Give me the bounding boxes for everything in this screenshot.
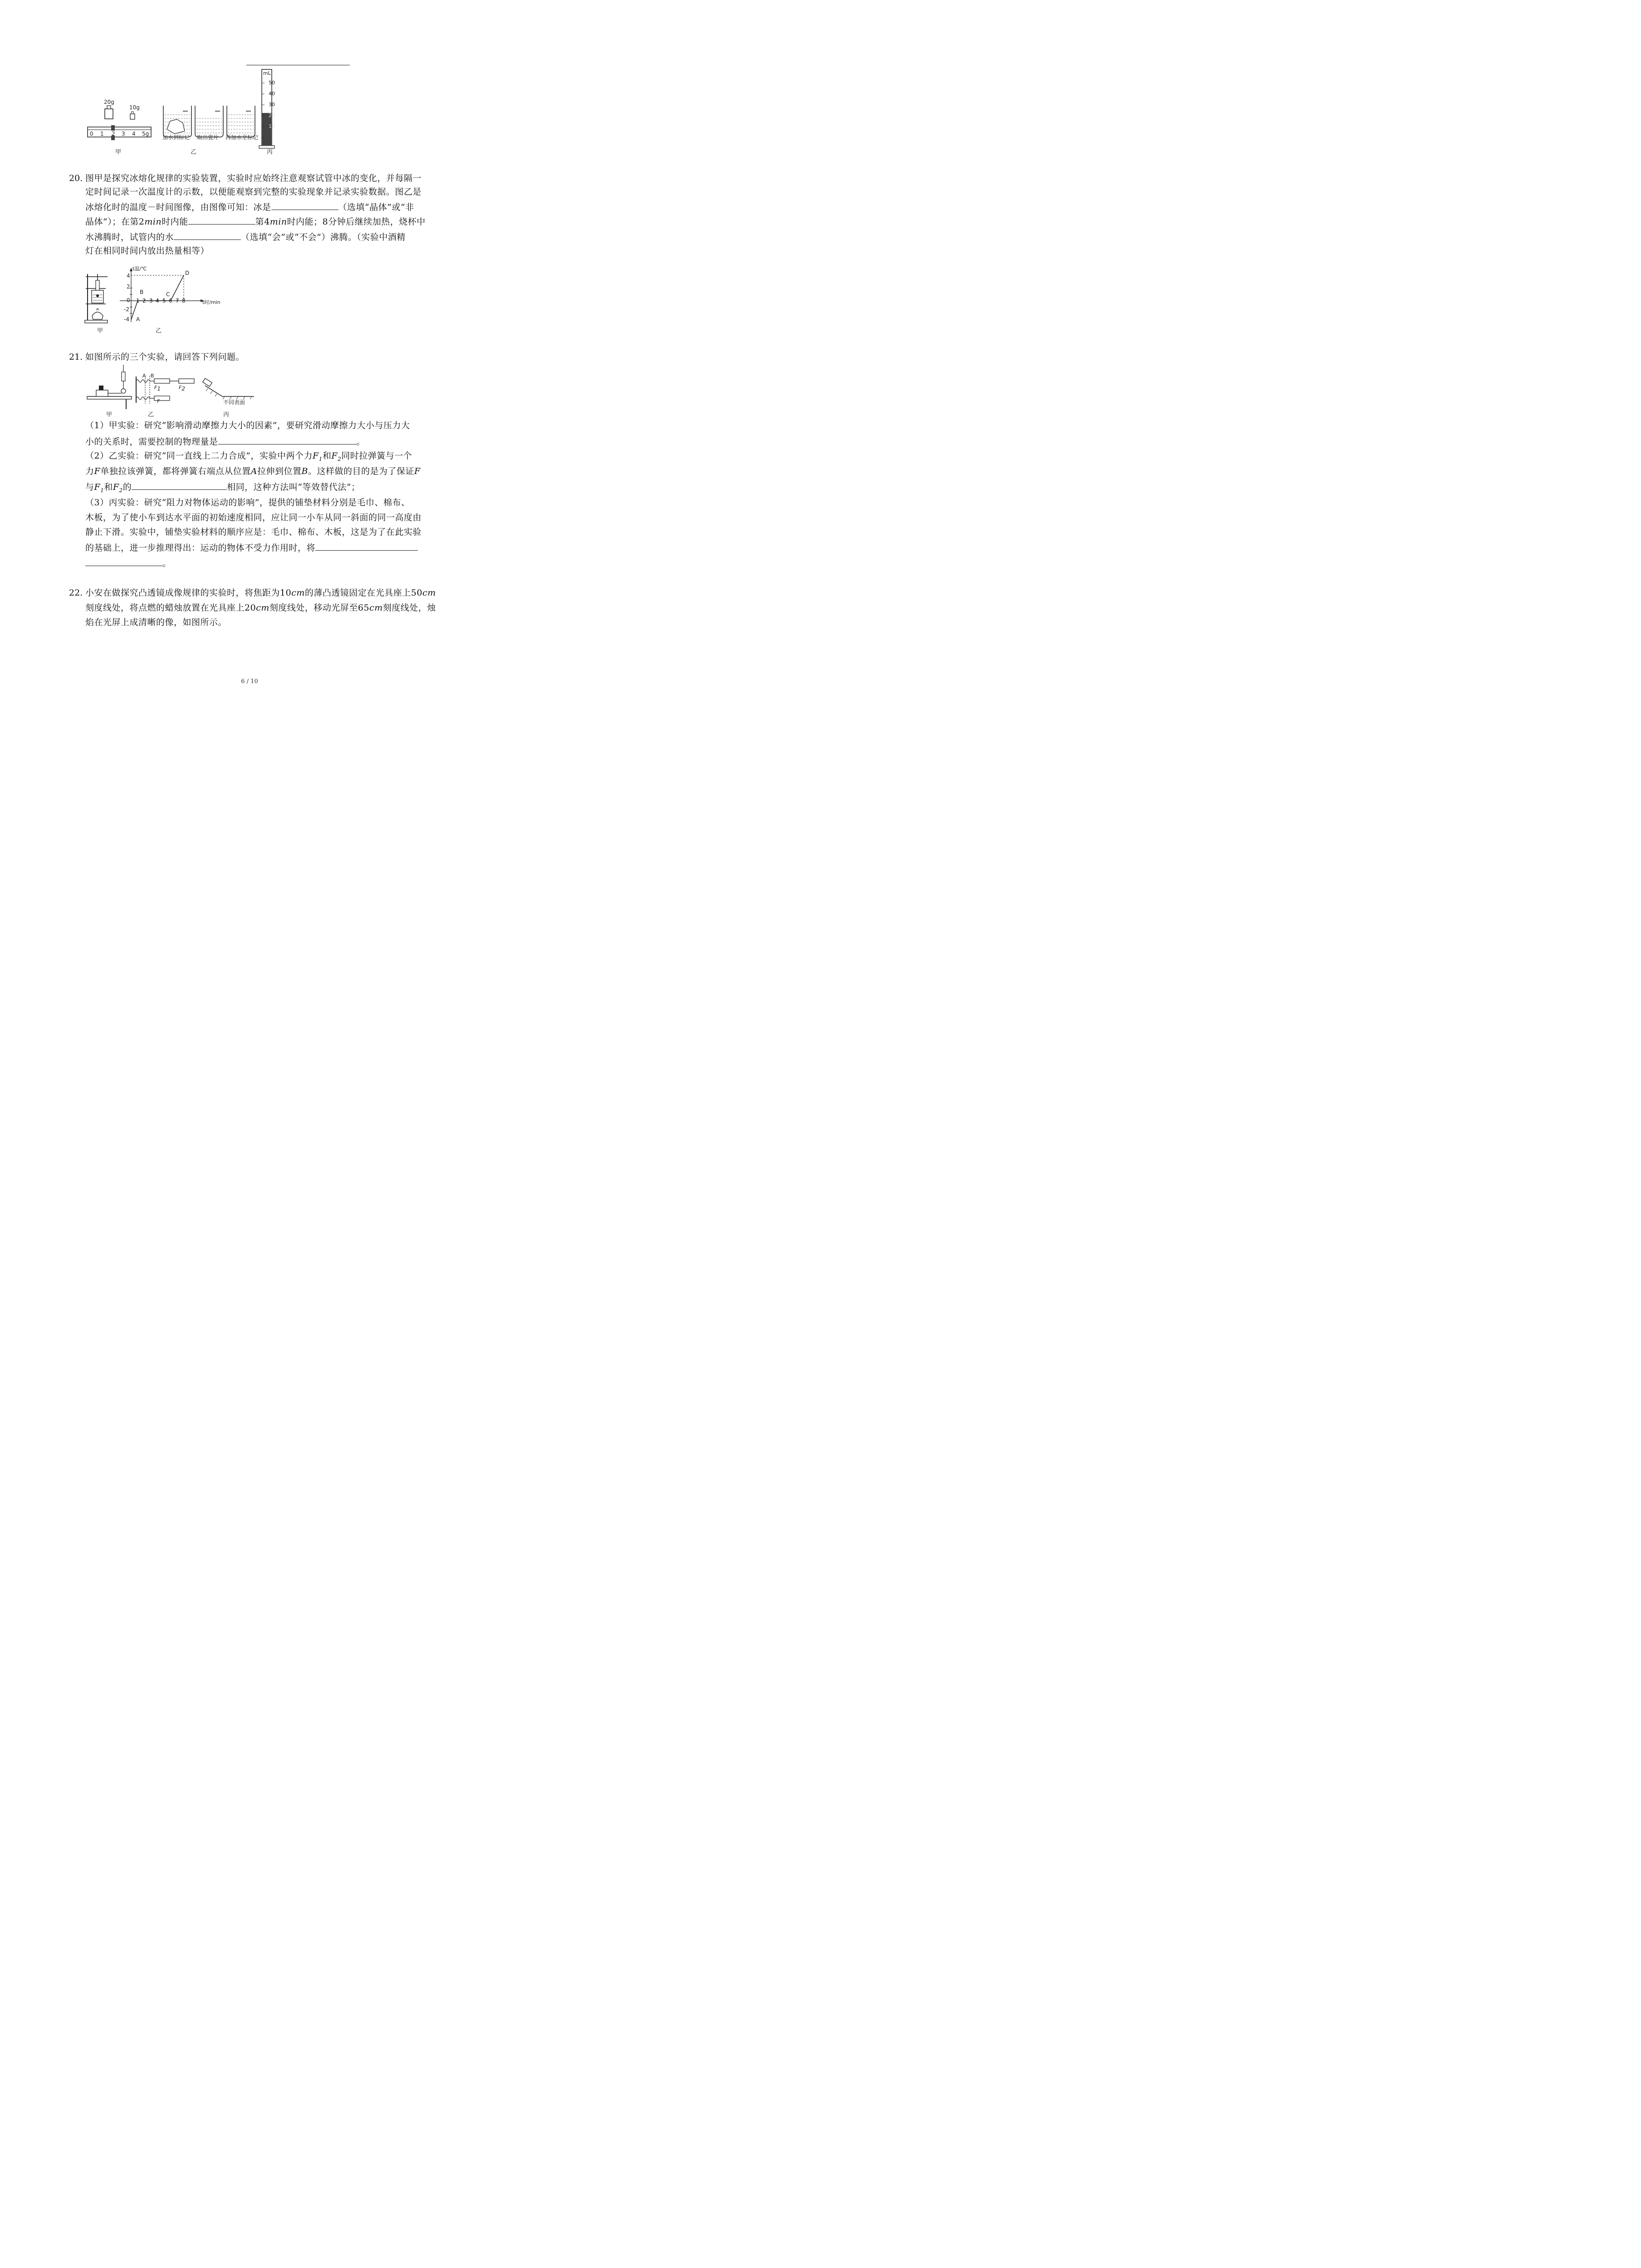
q20-label-yi: 乙 <box>156 327 162 334</box>
q21-blank-motion-b[interactable] <box>85 556 162 566</box>
q20-line4-text-e: 第 <box>255 217 265 227</box>
q20-line3-text-b: （选填“晶体”或“非 <box>338 202 414 212</box>
q20-line4-unit: min <box>144 217 162 227</box>
q22-screen-position: 65 <box>358 603 370 613</box>
q20-line4-num: 2 <box>138 217 145 227</box>
scale-tick-2: 2 <box>112 131 115 137</box>
q21-p2-text-d: 。这样做的目的是为了保证 <box>308 466 414 476</box>
q21-label-yi: 乙 <box>148 411 154 418</box>
q21-p1-line1: （1）甲实验：研究“影响滑动摩擦力大小的因素”，要研究滑动摩擦力大小与压力大 <box>85 420 410 430</box>
q20-line5 <box>85 230 406 244</box>
cylinder-tick-30: 30 <box>269 102 275 108</box>
q22-screen-unit: cm <box>369 603 383 613</box>
weight-10g-label: 10g <box>129 104 140 111</box>
graph-xtick-2: 2 <box>142 298 146 304</box>
q20-line1: 图甲是探究冰熔化规律的实验装置，实验时应始终注意观察试管中冰的变化，并每隔一 <box>85 173 422 183</box>
q22-line2 <box>85 601 436 615</box>
weight-20g-label: 20g <box>104 99 114 105</box>
fig19-label-jia: 甲 <box>115 149 122 156</box>
graph-point-a: A <box>136 316 140 323</box>
q21-p2-text-to: 拉伸到位置 <box>257 466 302 476</box>
q20-line4-text-a: 晶体”）；在第 <box>85 217 139 227</box>
cylinder-tick-10: 10 <box>269 123 275 129</box>
graph-point-b: B <box>140 289 144 295</box>
q21-p3-line1: （3）丙实验：研究“阻力对物体运动的影响”，提供的铺垫材料分别是毛巾、棉布、 <box>85 498 410 508</box>
scale-tick-1: 1 <box>100 131 104 137</box>
q20-line4 <box>85 214 426 229</box>
q20-line4-text-d: 时内能 <box>162 217 188 227</box>
q22-line1-text-d: 的薄凸透镜固定在光具座上 <box>304 588 411 598</box>
q22-focal-value: 10 <box>280 588 292 598</box>
q21-fig-f1: $F_1$ <box>154 385 161 392</box>
q21-fig-surface: 不同表面 <box>223 399 245 406</box>
q21-p2-line1 <box>85 449 412 466</box>
q20-temperature-time-graph <box>119 267 228 326</box>
q21-p3-line2: 木板，为了使小车到达水平面的初始速度相同，应让同一小车从同一斜面的同一高度由 <box>85 513 422 523</box>
q21-p2-f1: $F_1$ <box>313 451 323 462</box>
scale-tick-0: 0 <box>90 131 93 137</box>
q21-p2-text-yu: 与 <box>85 482 94 492</box>
graph-xtick-5: 5 <box>162 298 166 304</box>
q21-p2-text-he: 和 <box>322 451 332 461</box>
q22-candle-position: 20 <box>245 603 256 613</box>
q21-p3-text: 的基础上，进一步推理得出：运动的物体不受力作用时，将 <box>85 543 316 553</box>
cylinder-tick-20: 20 <box>269 112 275 118</box>
q21-p2-f: F <box>94 466 101 476</box>
q20-line5-text-b: （选填“会”或“不会”）沸腾。（实验中酒精 <box>241 232 406 242</box>
q21-label-jia: 甲 <box>106 411 113 418</box>
graph-xtick-3: 3 <box>149 298 153 304</box>
q20-label-jia: 甲 <box>97 327 103 334</box>
graph-ytick-neg2: -2 <box>124 306 129 313</box>
q21-p3-period: 。 <box>162 558 171 568</box>
q21-p2-text-a: （2）乙实验：研究“同一直线上二力合成”，实验中两个力 <box>85 451 313 461</box>
q22-lens-position: 50 <box>411 588 423 598</box>
q20-line2: 定时间记录一次温度计的示数，以便能观察到完整的实验现象并记录实验数据。图乙是 <box>85 187 422 197</box>
q20-line3-text-a: 冰熔化时的温度－时间图像，由图像可知：冰是 <box>85 202 271 212</box>
q21-line1: 如图所示的三个实验，请回答下列问题。 <box>85 352 245 362</box>
q21-p3-line3: 静止下滑。实验中，铺垫实验材料的顺序应是：毛巾、棉布、木板，这是为了在此实验 <box>85 527 422 537</box>
q20-line3 <box>85 200 414 214</box>
q22-number: 22. <box>69 588 83 598</box>
beaker-caption-add-water: 加水到标记 <box>162 134 190 141</box>
q22-line2-text-d: 刻度线处，移动光屏至 <box>269 603 358 613</box>
q21-p2-text-de: 的 <box>122 482 132 492</box>
q21-p2-f-end: F <box>414 466 421 476</box>
beaker-caption-remove-chip: 取出瓷片 <box>197 134 219 141</box>
graph-xtick-1: 1 <box>136 298 140 304</box>
q21-p3-line4 <box>85 540 418 555</box>
cylinder-tick-40: 40 <box>269 91 275 97</box>
q21-p2-text-pos: 单独拉该弹簧，都将弹簧右端点从位置 <box>100 466 251 476</box>
q20-line4-num2: 4 <box>264 217 270 227</box>
q21-p2-text-c: 同时拉弹簧与一个 <box>341 451 412 461</box>
q22-line1-text-a: 小安在做探究凸透镜成像规律的实验时，将焦距为 <box>85 588 280 598</box>
graph-xtick-6: 6 <box>169 298 172 304</box>
q22-line2-text-g: 刻度线处，烛 <box>382 603 436 613</box>
cylinder-unit: mL <box>263 70 271 76</box>
q20-blank-boil[interactable] <box>174 230 241 240</box>
scale-tick-5g: 5g <box>142 131 149 137</box>
q22-lens-unit: cm <box>422 588 436 598</box>
q20-blank-internal-energy[interactable] <box>188 214 255 225</box>
graph-xtick-8: 8 <box>182 298 186 304</box>
graph-y-label: t温/℃ <box>132 266 147 272</box>
scale-tick-4: 4 <box>132 131 136 137</box>
q21-p2-line3 <box>85 479 360 497</box>
q21-p2-pos-a: A <box>250 466 257 476</box>
q21-fig-label-a: A <box>142 373 146 379</box>
q21-p2-f2b: $F_2$ <box>113 482 123 494</box>
q21-fig-f: F <box>157 398 160 404</box>
q21-p2-f1b: $F_1$ <box>94 482 104 494</box>
q21-blank-controlled-quantity[interactable] <box>218 434 357 445</box>
graph-xtick-4: 4 <box>156 298 159 304</box>
q21-number: 21. <box>69 352 83 362</box>
q21-p2-f2: $F_2$ <box>331 451 342 462</box>
q22-line1 <box>85 586 436 600</box>
q21-p3-line5 <box>85 556 171 570</box>
q20-line5-text-a: 水沸腾时，试管内的水 <box>85 232 174 242</box>
page-number: 6 / 10 <box>241 678 258 685</box>
graph-ytick-4: 4 <box>127 273 130 279</box>
q21-p1-text: 小的关系时，需要控制的物理量是 <box>85 437 218 447</box>
q21-label-bing: 丙 <box>223 411 230 418</box>
q21-fig-label-b: B <box>151 373 154 379</box>
graph-xtick-7: 7 <box>176 298 179 304</box>
cylinder-tick-50: 50 <box>269 80 275 86</box>
fig19-label-bing: 丙 <box>267 149 273 156</box>
q20-number: 20. <box>69 173 83 183</box>
q20-line6: 灯在相同时间内放出热量相等） <box>85 246 210 256</box>
q21-p1-line2 <box>85 434 365 449</box>
q21-blank-effect[interactable] <box>132 479 227 490</box>
q20-line4-text-h: 时内能；8分钟后继续加热，烧杯中 <box>287 217 426 227</box>
q22-candle-unit: cm <box>256 603 269 613</box>
q22-line2-text-a: 刻度线处，将点燃的蜡烛放置在光具座上 <box>85 603 245 613</box>
fig19-label-yi: 乙 <box>191 149 197 156</box>
graph-ytick-2: 2 <box>127 284 130 290</box>
graph-ytick-neg4: -4 <box>124 316 129 323</box>
q19-figure <box>84 66 284 156</box>
q21-p2-line2 <box>85 464 421 478</box>
graph-point-c: C <box>166 291 170 298</box>
beaker-caption-refill: 再加水至标记 <box>225 134 259 141</box>
q21-p1-period: 。 <box>356 437 366 447</box>
q20-apparatus-figure <box>84 272 116 324</box>
q21-p2-pos-b: B <box>301 466 308 476</box>
q22-focal-unit: cm <box>291 588 305 598</box>
graph-ytick-0: 0 <box>127 297 130 303</box>
q20-line4-unit2: min <box>269 217 287 227</box>
q21-fig-f2: $F_2$ <box>179 385 185 392</box>
graph-x-label: t时/min <box>202 299 220 305</box>
q20-blank-crystal[interactable] <box>271 200 338 210</box>
q21-p2-text-he2: 和 <box>104 482 113 492</box>
q22-line3: 焰在光屏上成清晰的像，如图所示。 <box>85 617 227 627</box>
q21-p2-text-end: 相同，这种方法叫“等效替代法”； <box>227 482 360 492</box>
q21-p2-text-li: 力 <box>85 466 94 476</box>
scale-tick-3: 3 <box>122 131 125 137</box>
graph-point-d: D <box>185 270 190 276</box>
q21-blank-motion-a[interactable] <box>315 540 418 551</box>
